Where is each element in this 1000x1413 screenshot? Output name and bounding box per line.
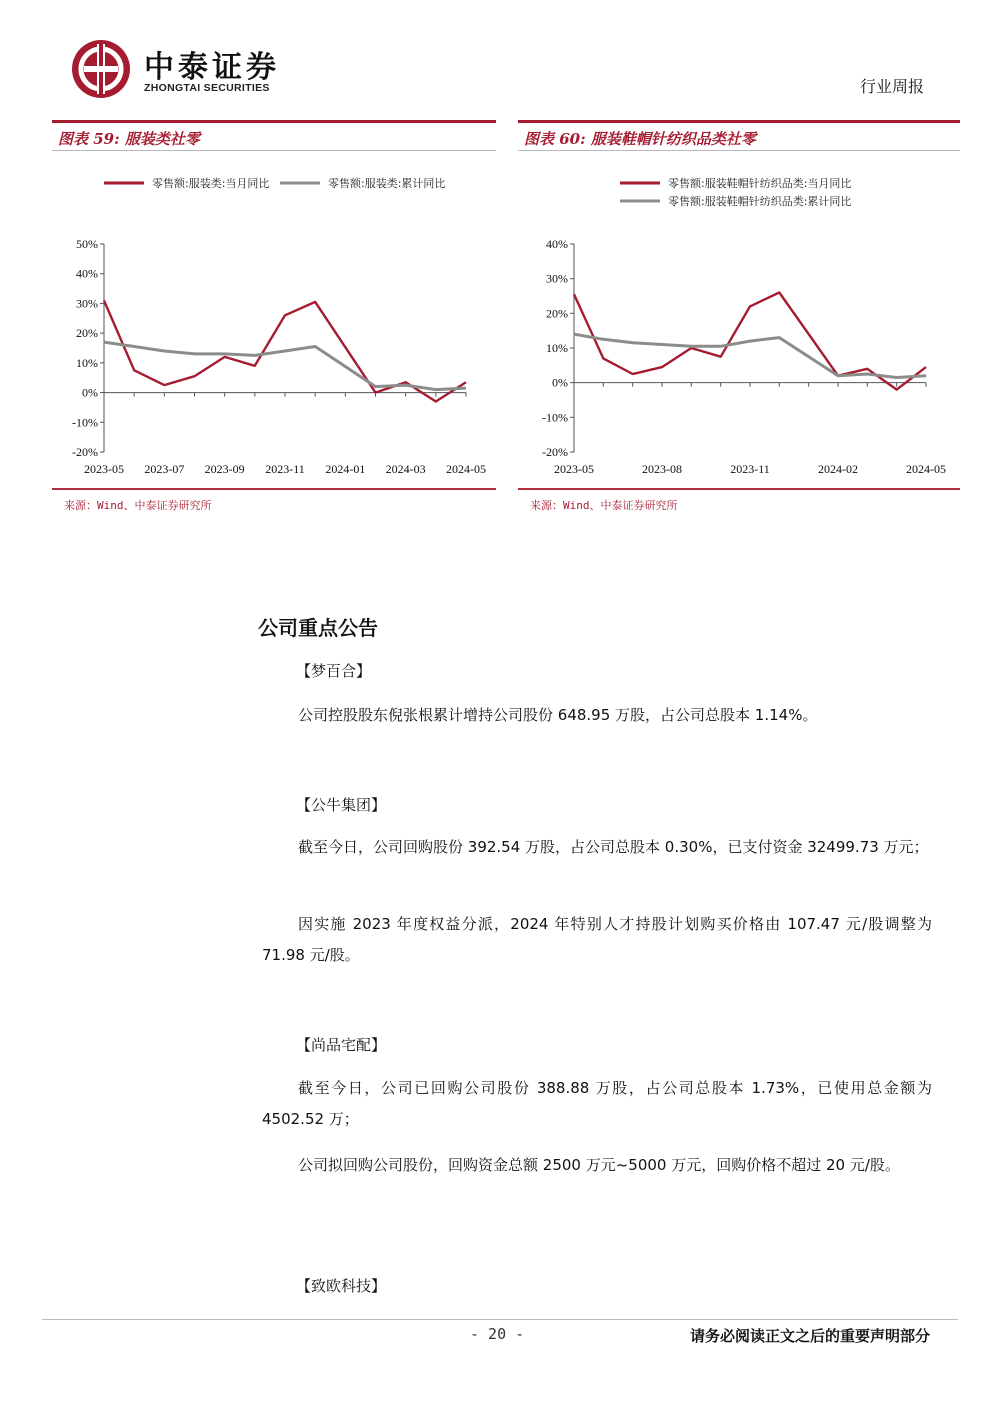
x-tick-label: 2023-08 [642,462,682,476]
x-tick-label: 2024-05 [446,462,486,476]
company-logo [70,38,310,100]
y-tick-label: 20% [546,306,568,321]
legend-label-1: 零售额:服装鞋帽针纺织品类:当月同比 [668,177,852,190]
chart-panel-clothing [52,120,496,512]
y-tick-label: -10% [72,415,98,430]
section-heading: 公司重点公告 [258,616,378,640]
page-number: - 20 - [470,1325,525,1343]
logo-english-name: ZHONGTAI SECURITIES [144,82,270,94]
x-tick-label: 2023-05 [554,462,594,476]
y-tick-label: 20% [76,326,98,341]
apparel-footwear-retail-line-chart [518,151,960,491]
company-name-shangpin: 【尚品宅配】 [296,1036,387,1054]
y-tick-label: 0% [82,385,98,400]
y-tick-label: 0% [552,375,568,390]
chart-bottom-rule [52,488,496,490]
y-tick-label: 30% [546,271,568,286]
clothing-retail-line-chart [52,151,496,491]
chart-bottom-rule [518,488,960,490]
report-type-label: 行业周报 [859,77,924,96]
legend-label-2: 零售额:服装鞋帽针纺织品类:累计同比 [668,195,852,208]
announcement-paragraph: 因实施 2023 年度权益分派，2024 年特别人才持股计划购买价格由 107.47 元/股调整为 71.98 元/股。 [262,915,932,964]
x-tick-label: 2024-01 [325,462,366,476]
company-name-mengbaihe: 【梦百合】 [296,662,372,680]
chart-title: 图表 59: 服装类社零 [58,130,200,148]
x-tick-label: 2023-07 [144,462,185,476]
y-tick-label: 10% [76,355,98,370]
announcement-paragraph: 截至今日，公司回购股份 392.54 万股，占公司总股本 0.30%，已支付资金 32499.73 万元； [298,838,929,856]
y-tick-label: 30% [76,296,98,311]
announcement-paragraph: 截至今日，公司已回购公司股份 388.88 万股，占公司总股本 1.73%，已使用总金额为 4502.52 万； [262,1079,932,1128]
x-tick-label: 2024-05 [906,462,946,476]
x-tick-label: 2023-05 [84,462,124,476]
company-name-zhiou: 【致欧科技】 [296,1277,387,1295]
x-tick-label: 2023-09 [204,462,245,476]
x-tick-label: 2023-11 [730,462,770,476]
x-tick-label: 2024-02 [818,462,858,476]
y-tick-label: -20% [72,445,98,459]
chart-source: 来源：Wind、中泰证券研究所 [64,499,212,512]
y-tick-label: -10% [542,410,568,425]
legend-label-1: 零售额:服装类:当月同比 [152,177,270,190]
logo-chinese-name: 中泰证券 [144,50,280,85]
footer-rule [42,1319,958,1320]
announcement-paragraph: 公司控股股东倪张根累计增持公司股份 648.95 万股，占公司总股本 1.14%。 [298,706,818,724]
y-tick-label: 40% [546,237,568,251]
chart-title: 图表 60: 服装鞋帽针纺织品类社零 [524,130,756,148]
chart-source: 来源：Wind、中泰证券研究所 [530,499,678,512]
y-tick-label: 40% [76,266,98,281]
company-name-gongniu: 【公牛集团】 [296,796,387,814]
y-tick-label: 50% [76,237,98,251]
chart-panel-apparel-footwear [518,120,960,512]
y-tick-label: 10% [546,341,568,355]
disclaimer-notice: 请务必阅读正文之后的重要声明部分 [689,1327,930,1345]
x-tick-label: 2024-03 [385,462,426,476]
zhongtai-logo-icon [70,38,132,100]
legend-label-2: 零售额:服装类:累计同比 [328,177,446,190]
x-tick-label: 2023-11 [265,462,305,476]
announcement-paragraph: 公司拟回购公司股份，回购资金总额 2500 万元~5000 万元，回购价格不超过 20 元/股。 [298,1156,900,1174]
y-tick-label: -20% [542,445,568,459]
